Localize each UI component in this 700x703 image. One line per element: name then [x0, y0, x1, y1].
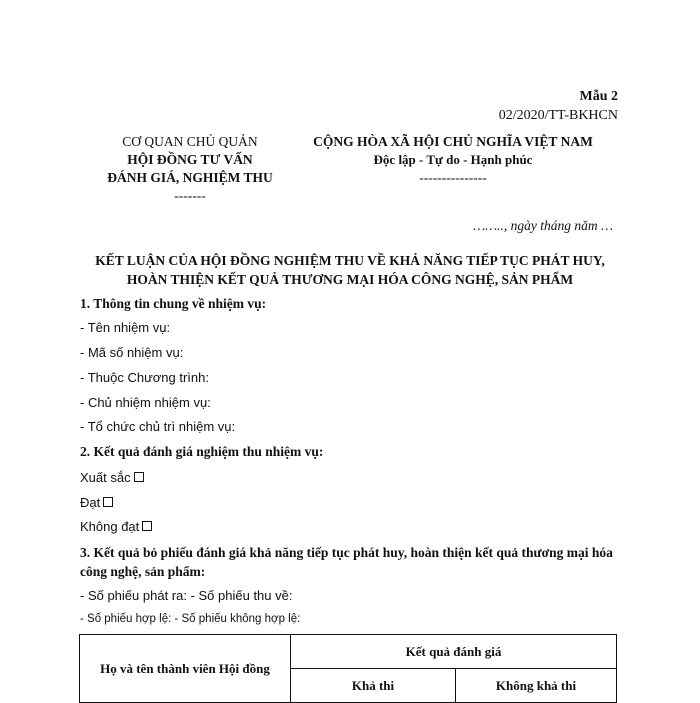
document-title [70, 251, 630, 289]
republic-name: CỘNG HÒA XÃ HỘI CHỦ NGHĨA VIỆT NAM [313, 134, 593, 149]
feasible-header: Khả thi [291, 669, 456, 703]
checkbox-pass[interactable] [103, 497, 113, 507]
title-line-1: KẾT LUẬN CỦA HỘI ĐỒNG NGHIỆM THU VỀ KHẢ NĂNG TIẾP TỤC PHÁT HUY, [95, 253, 605, 268]
program-line: - Thuộc Chương trình: [80, 370, 209, 385]
evaluation-results-table [79, 634, 617, 703]
checkbox-fail[interactable] [142, 521, 152, 531]
task-leader-line: - Chủ nhiệm nhiệm vụ: [80, 395, 211, 410]
checkbox-excellent[interactable] [134, 472, 144, 482]
ballots-issued-line: - Số phiếu phát ra: - Số phiếu thu về: [80, 588, 293, 603]
table-row [80, 635, 617, 669]
option-excellent [80, 470, 144, 485]
option-pass [80, 495, 113, 510]
ballots-valid-line: - Số phiếu hợp lệ: - Số phiếu không hợp lệ: [80, 613, 301, 625]
option-fail [80, 519, 152, 534]
council-name-line2: ĐÁNH GIÁ, NGHIỆM THU [107, 170, 273, 185]
circular-reference: 02/2020/TT-BKHCN [498, 108, 618, 123]
task-name-line: - Tên nhiệm vụ: [80, 320, 171, 335]
section-1-heading: 1. Thông tin chung về nhiệm vụ: [80, 296, 267, 311]
section-3-heading: 3. Kết quả bỏ phiếu đánh giá khả năng tiếp tục phát huy, hoàn thiện kết quả thương mại hóa công nghệ, sản phẩm: [80, 545, 613, 579]
task-code-line: - Mã số nhiệm vụ: [80, 345, 184, 360]
right-divider: --------------- [419, 170, 487, 185]
option-fail-label: Không đạt [80, 519, 140, 534]
national-header-block [286, 133, 620, 187]
issuing-agency-block [80, 133, 300, 205]
member-name-header: Họ và tên thành viên Hội đồng [80, 635, 291, 703]
national-motto: Độc lập - Tự do - Hạnh phúc [373, 152, 533, 167]
evaluation-result-header: Kết quả đánh giá [291, 635, 617, 669]
option-excellent-label: Xuất sắc [80, 470, 131, 485]
infeasible-header: Không khả thi [456, 669, 617, 703]
title-line-2: HOÀN THIỆN KẾT QUẢ THƯƠNG MẠI HÓA CÔNG NGHỆ, SẢN PHẨM [126, 272, 574, 287]
council-name-line1: HỘI ĐỒNG TƯ VẤN [127, 152, 253, 167]
host-organization-line: - Tổ chức chủ trì nhiệm vụ: [80, 419, 236, 434]
option-pass-label: Đạt [80, 495, 101, 510]
left-divider: ------- [174, 188, 206, 203]
section-2-heading: 2. Kết quả đánh giá nghiệm thu nhiệm vụ: [80, 444, 324, 459]
form-number: Mẫu 2 [579, 89, 618, 104]
agency-name: CƠ QUAN CHỦ QUẢN [122, 134, 258, 149]
date-line: …….., ngày tháng năm … [473, 218, 613, 233]
